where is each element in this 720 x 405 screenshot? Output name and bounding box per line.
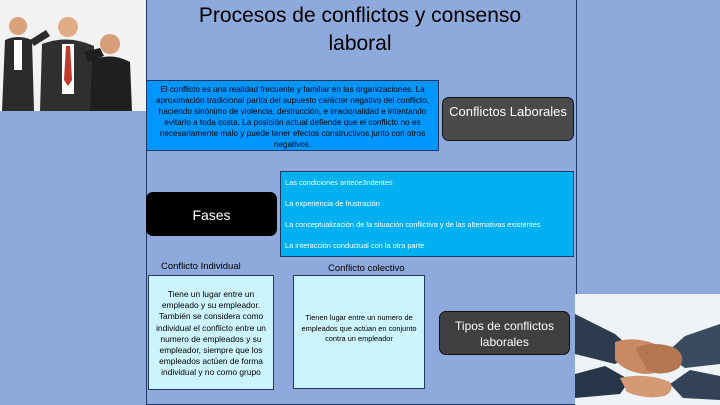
intro-text-box: El conflicto es una realidad frecuente y familiar en las organizaciones. La aproximación tradicional partía del supuesto carácter negativo del conflicto, haciendo sinónimo de violencia, destrucción, e irracionalidad e intentando evitarlo a toda costa. La posición actual defiende que el conflicto no es necesariamente malo y puede tener efectos constructivos junto con otros negativos.	[146, 80, 439, 151]
individual-text-box: Tiene un lugar entre un empleado y su empleador. También se considera como individual el conflicto entre un numero de empleados y su empleador, siempre que los empleados actúen de forma individual y no como grupo	[148, 275, 274, 390]
phase-item: Las condiciones antece3ndentes	[285, 178, 393, 187]
phase-item: La conceptualización de la situación conflictiva y de las alternativas existentes	[285, 220, 541, 229]
conflictos-laborales-box: Conflictos Laborales	[442, 97, 574, 141]
tipos-conflictos-box: Tipos de conflictos laborales	[439, 311, 570, 355]
phase-item: La experiencia de frustración	[285, 199, 380, 208]
slide-title: Procesos de conflictos y consenso laboral	[198, 4, 522, 55]
photo-arguing-businessmen	[0, 0, 146, 111]
colectivo-text-box: Tienen lugar entre un numero de empleados que actúan en conjunto contra un empleador	[293, 275, 425, 389]
colectivo-label: Conflicto colectivo	[328, 263, 405, 274]
phase-item: La interacción conductual con la otra parte	[285, 241, 425, 250]
phases-list	[280, 171, 574, 257]
photo-handshake	[575, 294, 720, 405]
individual-label: Conflicto Individual	[161, 261, 241, 272]
fases-box: Fases	[146, 192, 277, 236]
